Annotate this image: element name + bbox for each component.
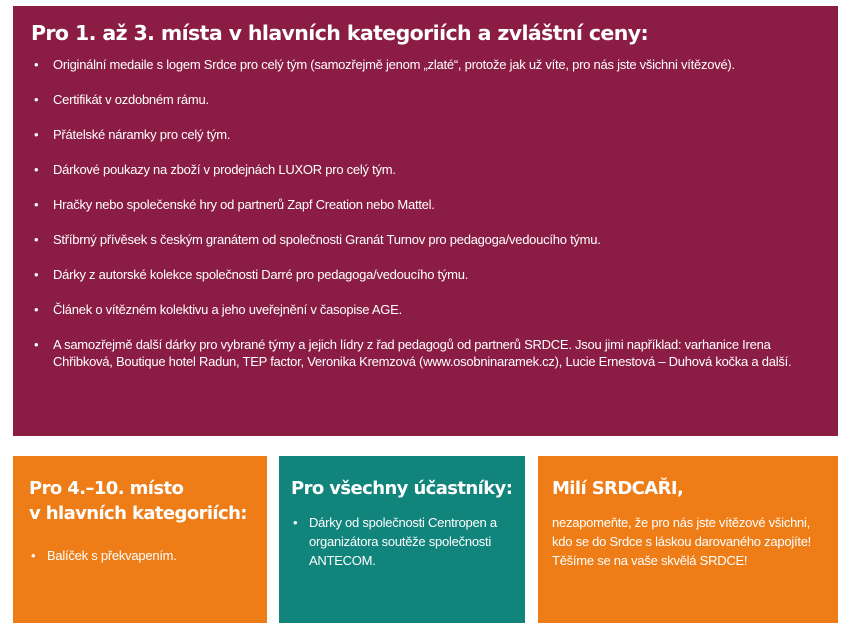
message-line1: nezapomeňte, že pro nás jste vítězové všichni, kdo se do Srdce s láskou darovaného zapojíte!: [552, 515, 812, 549]
places-4-10-title-line1: Pro 4.–10. místo: [29, 478, 184, 499]
list-item: • Balíček s překvapením.: [29, 546, 253, 565]
places-4-10-box: [13, 456, 267, 623]
main-prizes-panel: [13, 6, 838, 436]
all-participants-box: [279, 456, 525, 623]
list-item: • Hračky nebo společenské hry od partnerů Zapf Creation nebo Mattel.: [31, 196, 818, 213]
list-item: • Stříbrný přívěsek s českým granátem od společnosti Granát Turnov pro pedagoga/vedoucího týmu.: [31, 231, 818, 248]
message-text: [552, 513, 824, 570]
list-item: • Článek o vítězném kolektivu a jeho uveřejnění v časopise AGE.: [31, 301, 818, 318]
message-box: [538, 456, 838, 623]
message-line2: Těšíme se na vaše skvělá SRDCE!: [552, 553, 748, 568]
all-participants-title: Pro všechny účastníky:: [291, 478, 513, 499]
places-4-10-title: [29, 476, 253, 526]
all-participants-list: [291, 513, 513, 570]
message-title: Milí SRDCAŘI,: [552, 478, 684, 499]
main-prizes-list: [31, 56, 818, 370]
list-item: • A samozřejmě další dárky pro vybrané týmy a jejich lídry z řad pedagogů od partnerů SRDCE. Jsou jimi například: varhanice Irena Chřibková, Boutique hotel Radun, TEP factor, Veronika Kremzová (www.osobninaramek.cz), Lucie Ernestová – Duhová kočka a další.: [31, 336, 818, 370]
list-item: • Certifikát v ozdobném rámu.: [31, 91, 818, 108]
list-item: • Přátelské náramky pro celý tým.: [31, 126, 818, 143]
list-item: • Dárky od společnosti Centropen a organizátora soutěže společnosti ANTECOM.: [291, 513, 513, 570]
places-4-10-list: [29, 546, 253, 565]
list-item: • Dárky z autorské kolekce společnosti Darré pro pedagoga/vedoucího týmu.: [31, 266, 818, 283]
main-title: Pro 1. až 3. místa v hlavních kategoriích a zvláštní ceny:: [31, 21, 649, 45]
list-item: • Dárkové poukazy na zboží v prodejnách LUXOR pro celý tým.: [31, 161, 818, 178]
places-4-10-title-line2: v hlavních kategoriích:: [29, 503, 247, 524]
list-item: • Originální medaile s logem Srdce pro celý tým (samozřejmě jenom „zlaté“, protože jak už víte, pro nás jste všichni vítězové).: [31, 56, 818, 73]
